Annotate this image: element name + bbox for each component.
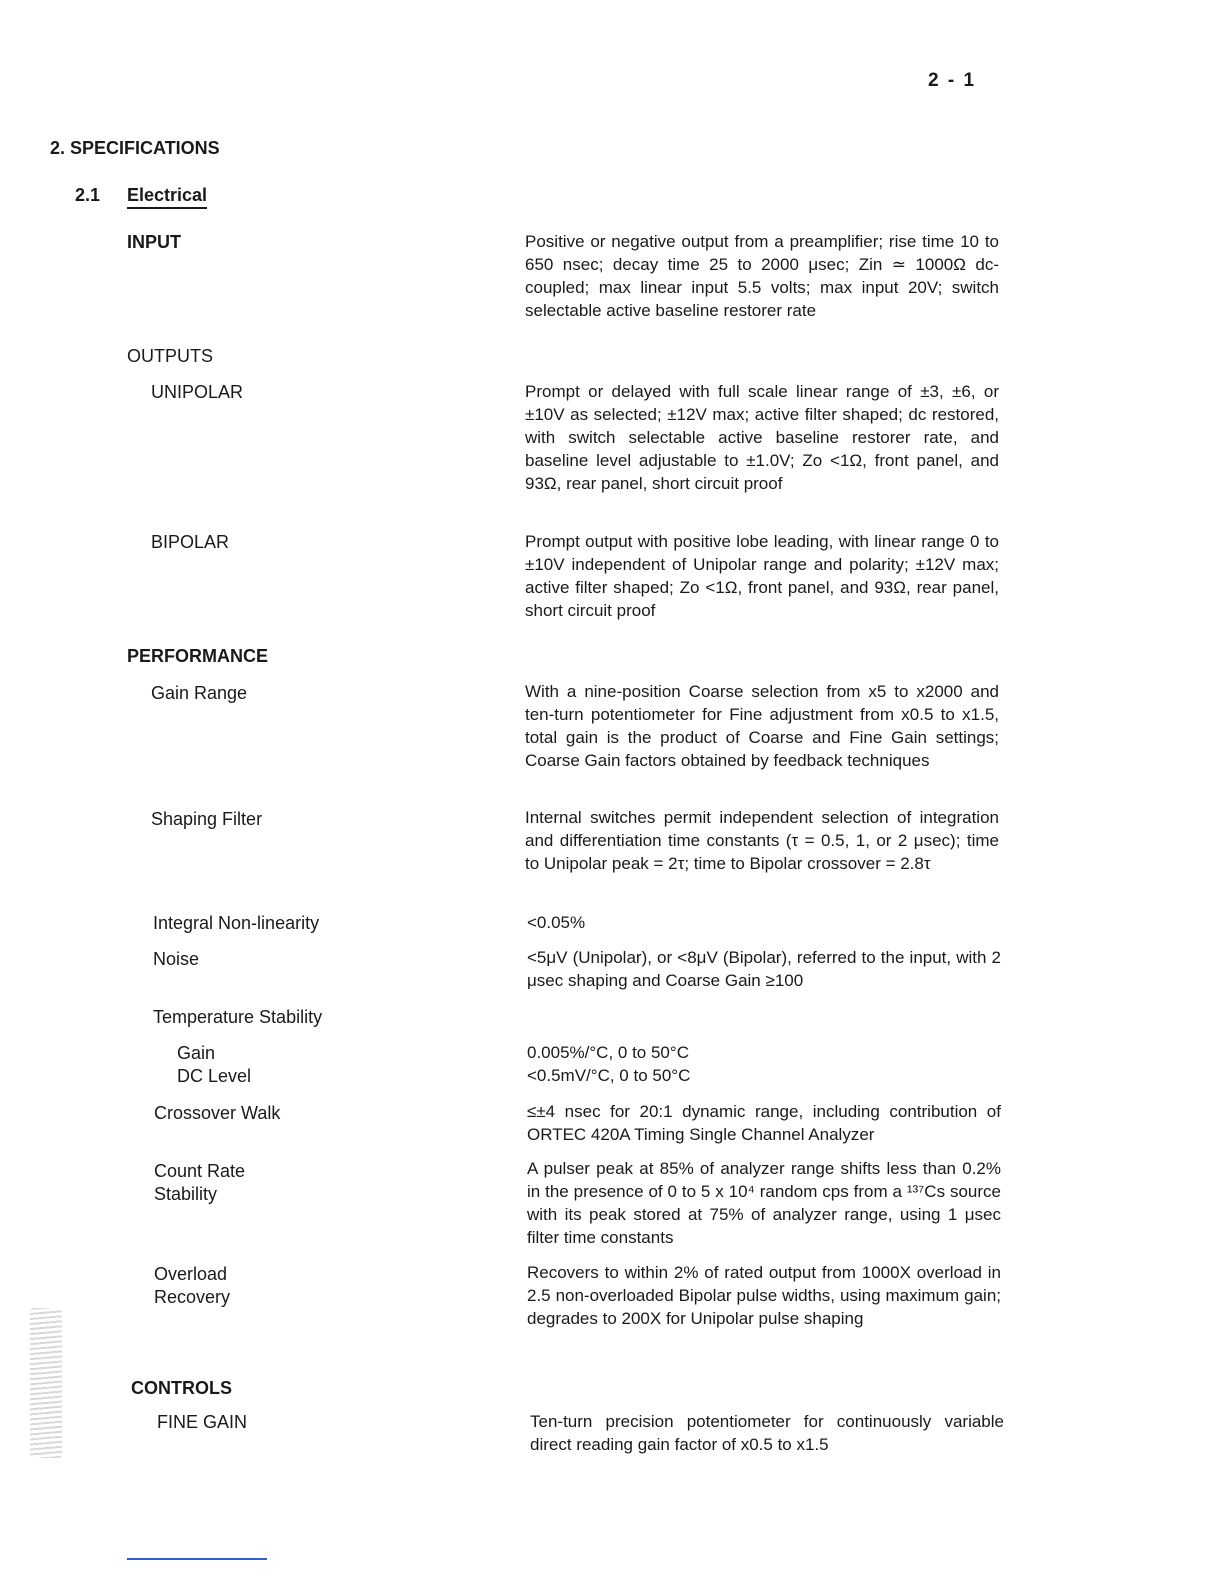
- input-heading: INPUT: [127, 232, 181, 252]
- bipolar-desc: Prompt output with positive lobe leading, with linear range 0 to ±10V independent of Unipolar range and polarity; ±12V max; active filter shaped; Zo <1Ω, front panel, and 93Ω, rear panel, short circuit proof: [525, 532, 999, 620]
- shaping-filter-desc: Internal switches permit independent selection of integration and differentiation time constants (τ = 0.5, 1, or 2 μsec); time to Unipolar peak = 2τ; time to Bipolar crossover = 2.8τ: [525, 808, 999, 873]
- temp-gain-desc: 0.005%/°C, 0 to 50°C: [527, 1043, 689, 1062]
- controls-heading: CONTROLS: [131, 1378, 232, 1398]
- temp-dc-desc: <0.5mV/°C, 0 to 50°C: [527, 1066, 691, 1085]
- overload-desc: Recovers to within 2% of rated output from 1000X overload in 2.5 non-overloaded Bipolar pulse widths, using maximum gain; degrades to 200X for Unipolar pulse shaping: [527, 1263, 1001, 1328]
- gain-range-label: Gain Range: [151, 683, 248, 703]
- section-title: 2. SPECIFICATIONS: [50, 138, 220, 158]
- unipolar-label: UNIPOLAR: [151, 382, 244, 402]
- overload-label: Overload Recovery: [154, 1264, 231, 1307]
- noise-desc: <5μV (Unipolar), or <8μV (Bipolar), referred to the input, with 2 μsec shaping and Coarse Gain ≥100: [527, 948, 1001, 990]
- gain-range-desc: With a nine-position Coarse selection from x5 to x2000 and ten-turn potentiometer for Fine adjustment from x0.5 to x1.5, total gain is the product of Coarse and Fine Gain settings; Coarse Gain factors obtained by feedback techniques: [525, 682, 999, 770]
- fine-gain-label: FINE GAIN: [157, 1412, 248, 1432]
- scan-artifact: [30, 1308, 62, 1458]
- outputs-heading: OUTPUTS: [127, 346, 214, 366]
- temp-dc-label: DC Level: [177, 1066, 252, 1086]
- subsection-title: Electrical: [127, 185, 207, 209]
- nonlinearity-label: Integral Non-linearity: [153, 913, 320, 933]
- count-rate-desc: A pulser peak at 85% of analyzer range shifts less than 0.2% in the presence of 0 to 5 x 10⁴ random cps from a ¹³⁷Cs source with its peak stored at 75% of analyzer range, using 1 μsec filter time constants: [527, 1159, 1001, 1247]
- shaping-filter-label: Shaping Filter: [151, 809, 263, 829]
- unipolar-desc: Prompt or delayed with full scale linear range of ±3, ±6, or ±10V as selected; ±12V max; active filter shaped; dc restored, with switch selectable active baseline restorer rate, and baseline level adjustable to ±1.0V; Zo <1Ω, front panel, and 93Ω, rear panel, short circuit proof: [525, 382, 999, 493]
- nonlinearity-desc: <0.05%: [527, 913, 586, 932]
- count-rate-label: Count Rate Stability: [154, 1161, 246, 1204]
- temp-gain-label: Gain: [177, 1043, 216, 1063]
- bipolar-label: BIPOLAR: [151, 532, 230, 552]
- subsection-number: 2.1: [75, 185, 101, 205]
- noise-label: Noise: [153, 949, 200, 969]
- footer-rule: [127, 1558, 267, 1560]
- page-number: 2 - 1: [928, 70, 977, 91]
- crossover-walk-desc: ≤±4 nsec for 20:1 dynamic range, including contribution of ORTEC 420A Timing Single Channel Analyzer: [527, 1102, 1001, 1144]
- temp-stability-label: Temperature Stability: [153, 1007, 323, 1027]
- crossover-walk-label: Crossover Walk: [154, 1103, 281, 1123]
- performance-heading: PERFORMANCE: [127, 646, 269, 666]
- input-desc: Positive or negative output from a preamplifier; rise time 10 to 650 nsec; decay time 25 to 2000 μsec; Zin ≃ 1000Ω dc-coupled; max linear input 5.5 volts; max input 20V; switch selectable active baseline restorer rate: [525, 232, 999, 320]
- fine-gain-desc: Ten-turn precision potentiometer for continuously variable direct reading gain factor of x0.5 to x1.5: [530, 1412, 1004, 1454]
